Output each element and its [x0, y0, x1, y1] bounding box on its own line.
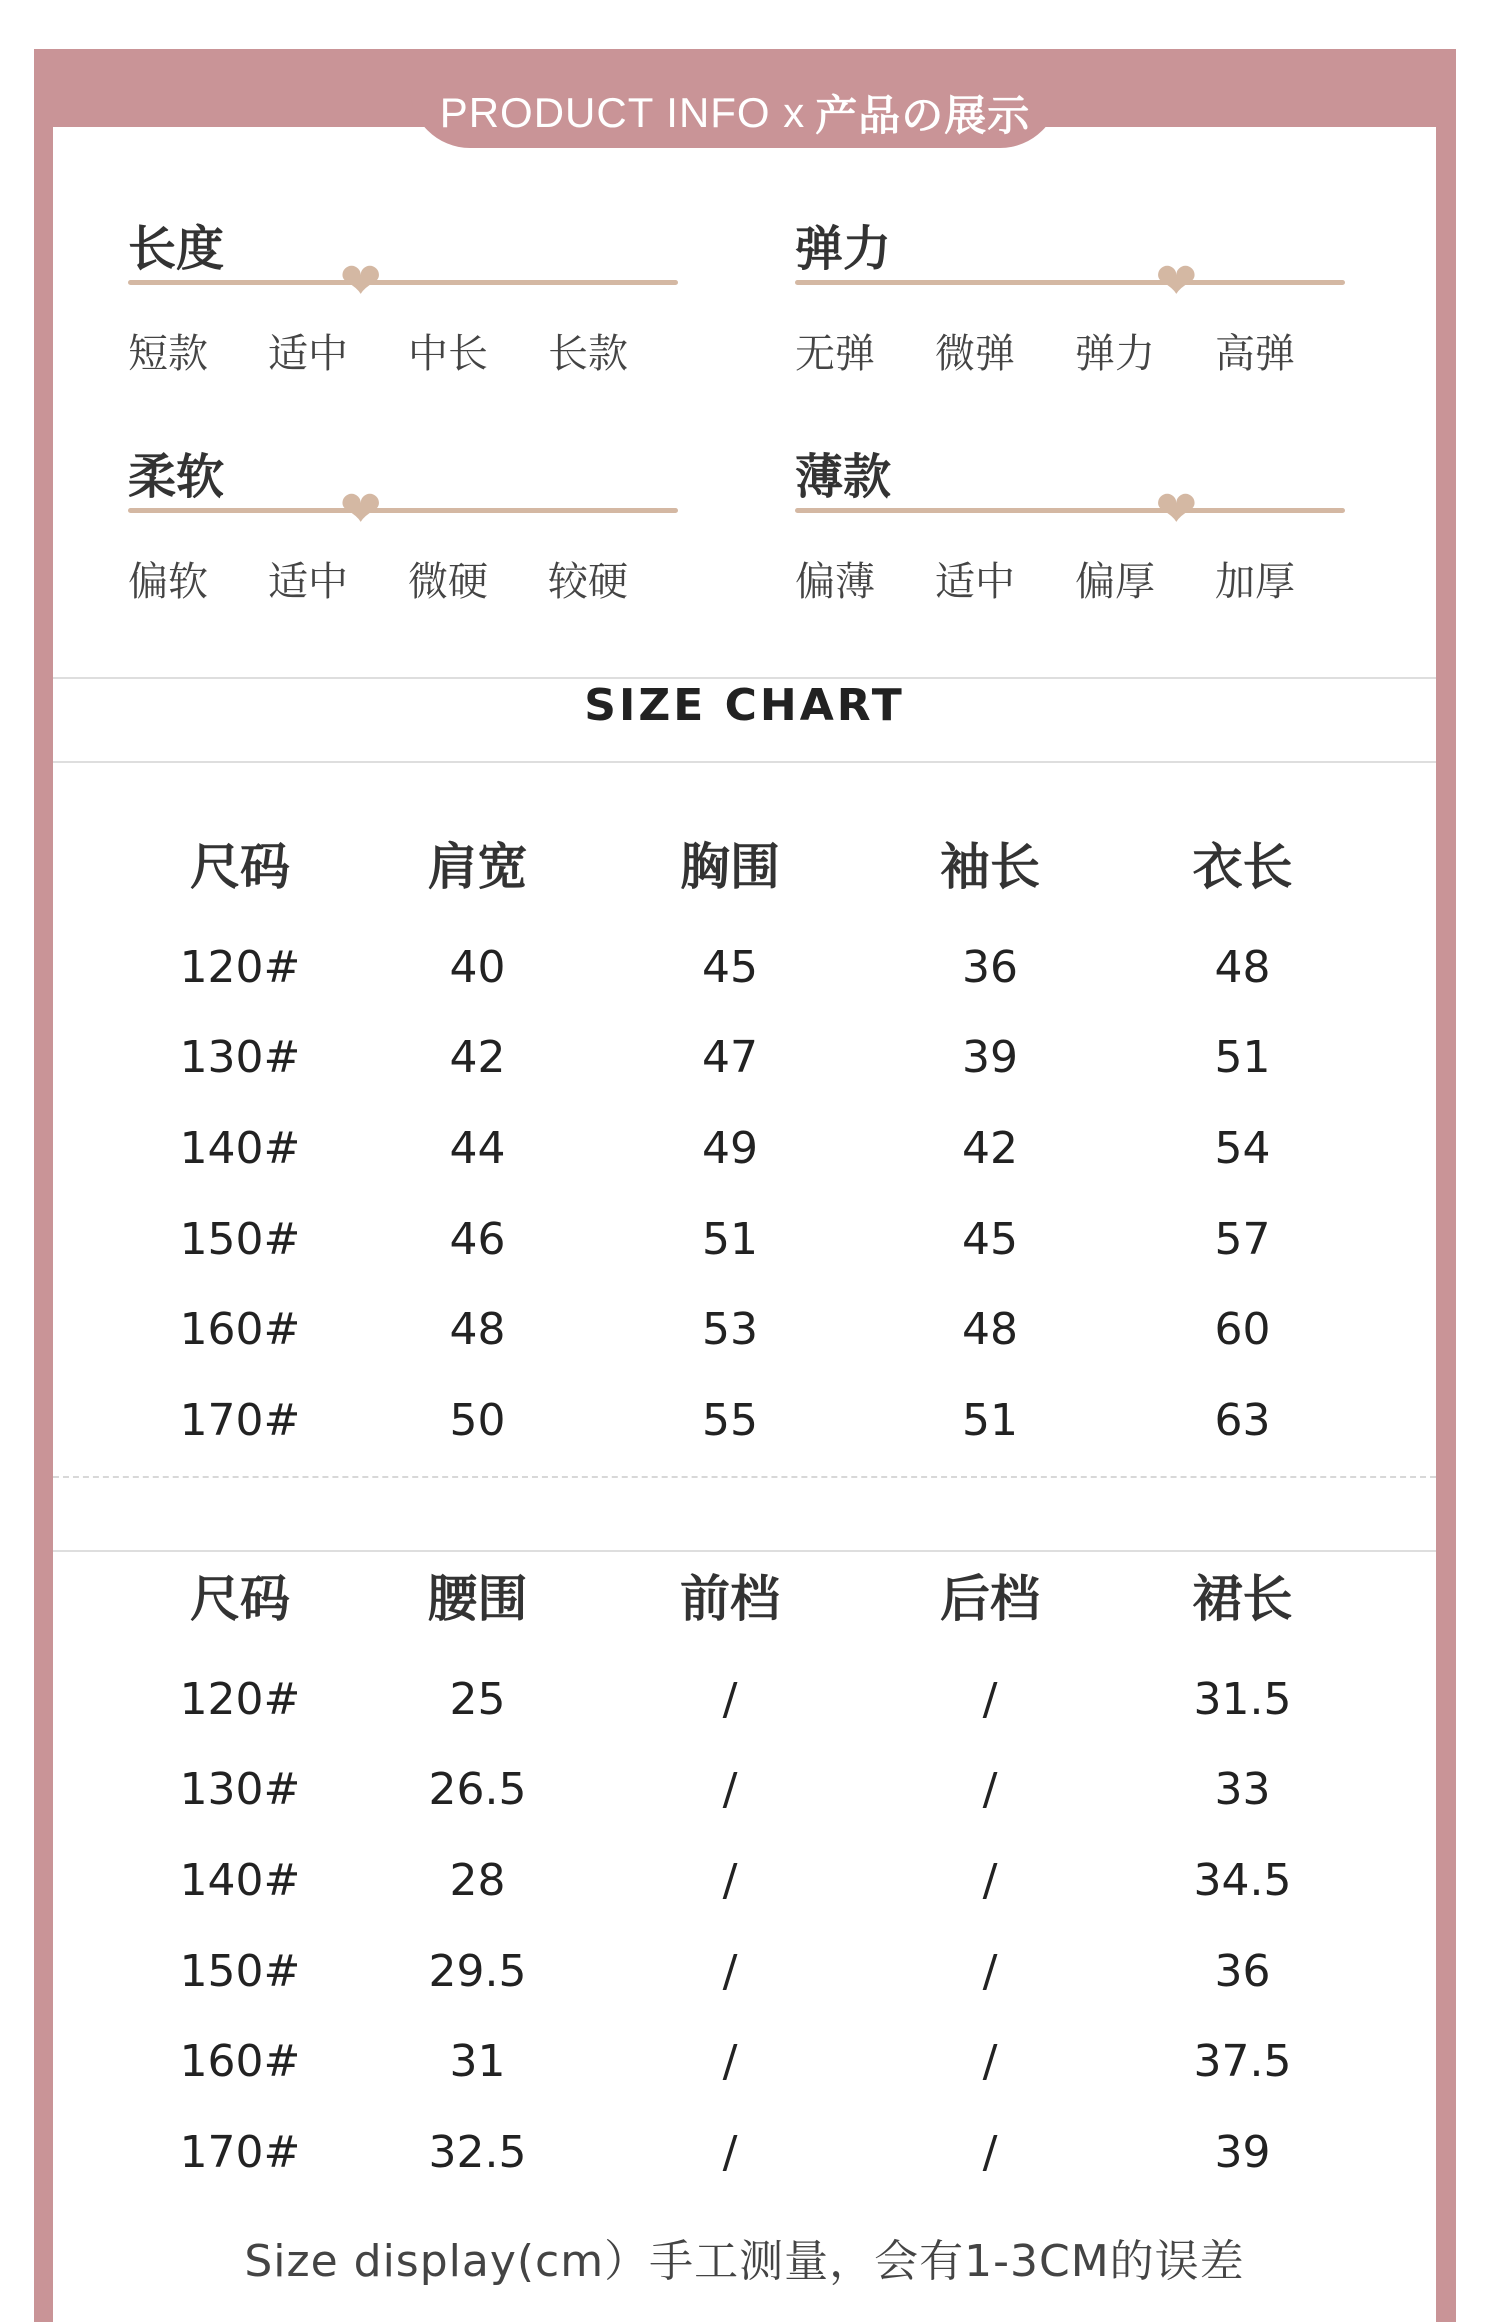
table-cell: 51	[962, 1394, 1018, 1446]
attribute-title: 长度	[128, 221, 225, 277]
heart-icon: ❤	[339, 252, 382, 310]
level-label: 中长	[408, 331, 488, 377]
attribute-track	[128, 280, 678, 285]
table-cell: 50	[449, 1394, 506, 1446]
attribute-softness	[128, 438, 688, 638]
attribute-title: 弹力	[795, 221, 892, 277]
table-cell: 34.5	[1193, 1854, 1292, 1906]
level-label: 适中	[268, 331, 348, 377]
level-label: 无弹	[795, 331, 875, 377]
level-label: 偏薄	[795, 559, 875, 605]
table-cell: 46	[449, 1213, 506, 1265]
table-row	[130, 2016, 1360, 2107]
table-cell: 140#	[179, 1854, 301, 1906]
attribute-thickness	[795, 438, 1355, 638]
table-cell: 31	[449, 2036, 506, 2088]
table-row	[130, 1103, 1360, 1194]
table-cell: 26.5	[428, 1764, 527, 1816]
level-label: 适中	[268, 559, 348, 605]
table-cell: 55	[702, 1394, 758, 1446]
table-cell: /	[982, 1764, 998, 1816]
table-cell: 48	[449, 1304, 506, 1356]
attribute-title: 柔软	[128, 449, 225, 505]
table-cell: /	[982, 2126, 998, 2178]
level-label: 微弹	[935, 331, 1015, 377]
table-cell: 37.5	[1193, 2036, 1292, 2088]
table-row	[130, 1745, 1360, 1836]
table-cell: 130#	[179, 1764, 301, 1816]
table-cell: 170#	[179, 2126, 301, 2178]
level-label: 短款	[128, 331, 208, 377]
table-header-row	[130, 804, 1360, 922]
product-info-header	[410, 78, 1060, 148]
table-cell: 150#	[179, 1945, 301, 1997]
heart-icon: ❤	[1155, 480, 1198, 538]
table-cell: 53	[702, 1304, 758, 1356]
attribute-track	[795, 280, 1345, 285]
header-cell: 胸围	[680, 838, 780, 896]
table-row	[130, 1194, 1360, 1285]
table-cell: /	[722, 1673, 738, 1725]
table-cell: 48	[1214, 941, 1271, 993]
table-cell: 39	[1214, 2126, 1271, 2178]
table-cell: /	[722, 2126, 738, 2178]
level-label: 弹力	[1075, 331, 1155, 377]
size-chart-title: SIZE CHART	[584, 680, 905, 731]
level-label: 较硬	[548, 559, 628, 605]
table-cell: 150#	[179, 1213, 301, 1265]
table-cell: 48	[962, 1304, 1018, 1356]
table-cell: 51	[1214, 1032, 1271, 1084]
table-cell: /	[982, 1854, 998, 1906]
tops-size-table	[130, 804, 1360, 1466]
level-label: 适中	[935, 559, 1015, 605]
table-cell: 32.5	[428, 2126, 527, 2178]
table-cell: 40	[449, 941, 506, 993]
table-row	[130, 1835, 1360, 1926]
header-cell: 前档	[680, 1570, 780, 1628]
divider	[53, 677, 1436, 679]
divider	[53, 761, 1436, 763]
table-cell: /	[982, 1945, 998, 1997]
table-cell: 130#	[179, 1032, 301, 1084]
table-row	[130, 1375, 1360, 1466]
table-cell: 25	[449, 1673, 506, 1725]
table-cell: 49	[702, 1122, 758, 1174]
table-row	[130, 922, 1360, 1013]
table-cell: 36	[962, 941, 1018, 993]
table-cell: 160#	[179, 2036, 301, 2088]
table-cell: 29.5	[428, 1945, 527, 1997]
level-label: 微硬	[408, 559, 488, 605]
attribute-length	[128, 210, 688, 410]
heart-icon: ❤	[1155, 252, 1198, 310]
header-title-en: PRODUCT INFO x	[439, 89, 806, 136]
table-cell: 120#	[179, 1673, 301, 1725]
level-label: 长款	[548, 331, 628, 377]
table-row	[130, 2107, 1360, 2198]
table-cell: 60	[1214, 1304, 1271, 1356]
table-cell: /	[982, 1673, 998, 1725]
table-cell: 28	[449, 1854, 506, 1906]
header-cell: 衣长	[1192, 838, 1293, 896]
table-cell: 42	[962, 1122, 1018, 1174]
attribute-elasticity	[795, 210, 1355, 410]
table-cell: 31.5	[1193, 1673, 1292, 1725]
table-cell: 44	[449, 1122, 506, 1174]
table-cell: 170#	[179, 1394, 301, 1446]
table-cell: 51	[702, 1213, 758, 1265]
attribute-track	[795, 508, 1345, 513]
table-header-row	[130, 1536, 1360, 1654]
table-row	[130, 1013, 1360, 1104]
table-cell: /	[722, 1945, 738, 1997]
table-cell: 45	[702, 941, 758, 993]
table-cell: /	[722, 1764, 738, 1816]
header-title-zh: 产品の展示	[815, 91, 1031, 140]
attribute-track	[128, 508, 678, 513]
table-row	[130, 1926, 1360, 2017]
table-cell: 36	[1214, 1945, 1271, 1997]
table-cell: 54	[1214, 1122, 1271, 1174]
table-cell: 47	[702, 1032, 758, 1084]
table-cell: /	[722, 2036, 738, 2088]
header-cell: 肩宽	[427, 838, 528, 896]
table-cell: 33	[1214, 1764, 1271, 1816]
table-row	[130, 1284, 1360, 1375]
table-cell: /	[982, 2036, 998, 2088]
level-label: 加厚	[1215, 559, 1295, 605]
header-cell: 尺码	[190, 1570, 290, 1628]
measurement-note: Size display(cm）手工测量，会有1-3CM的误差	[244, 2236, 1245, 2287]
table-cell: 39	[962, 1032, 1018, 1084]
table-cell: 160#	[179, 1304, 301, 1356]
table-cell: 120#	[179, 941, 301, 993]
table-cell: /	[722, 1854, 738, 1906]
table-cell: 140#	[179, 1122, 301, 1174]
header-cell: 后档	[940, 1570, 1040, 1628]
table-cell: 63	[1214, 1394, 1271, 1446]
table-cell: 57	[1214, 1213, 1271, 1265]
dashed-divider	[53, 1476, 1436, 1478]
header-cell: 裙长	[1192, 1570, 1293, 1628]
level-label: 偏厚	[1075, 559, 1155, 605]
bottoms-size-table	[130, 1536, 1360, 2198]
header-cell: 腰围	[427, 1570, 528, 1628]
table-cell: 42	[449, 1032, 506, 1084]
level-label: 偏软	[128, 559, 208, 605]
table-cell: 45	[962, 1213, 1018, 1265]
level-label: 高弹	[1215, 331, 1295, 377]
attribute-title: 薄款	[795, 449, 892, 505]
header-cell: 袖长	[940, 838, 1040, 896]
heart-icon: ❤	[339, 480, 382, 538]
table-row	[130, 1654, 1360, 1745]
header-cell: 尺码	[190, 838, 290, 896]
